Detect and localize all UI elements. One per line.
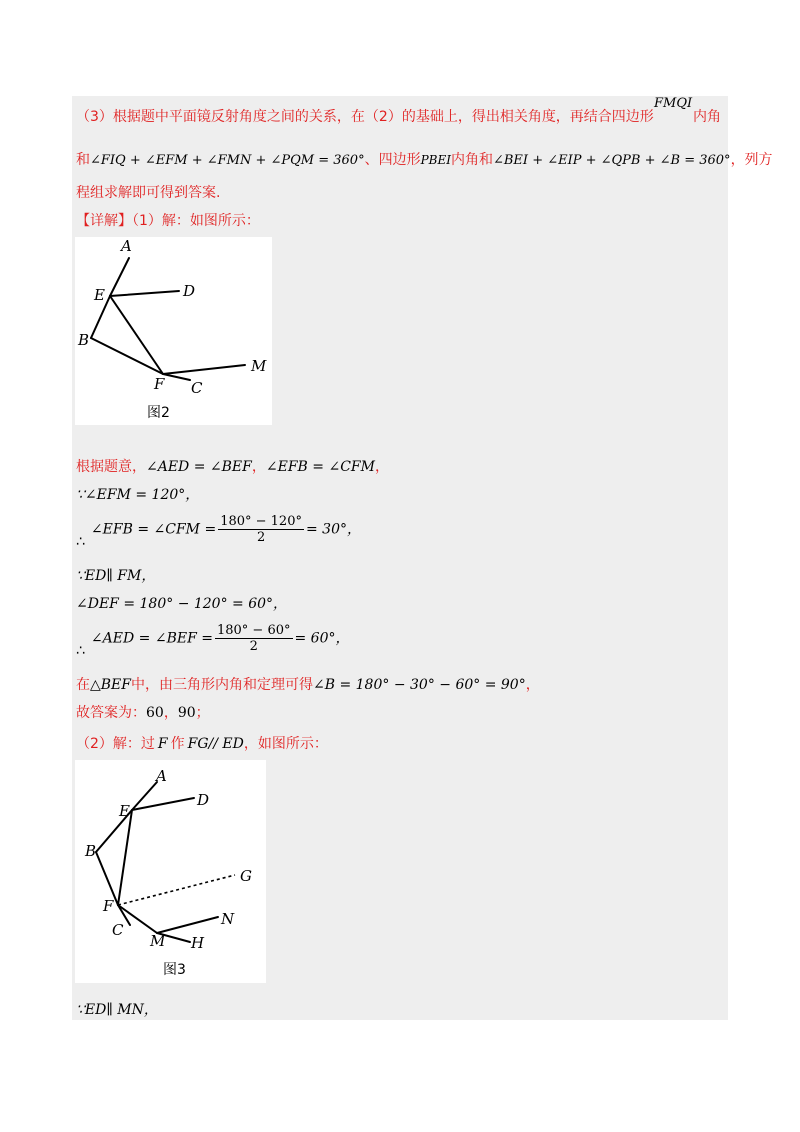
- solution-line-3: [76, 514, 361, 550]
- equation-lhs: ∠EFB = ∠CFM =: [90, 521, 217, 538]
- solution-line-1: [76, 457, 389, 477]
- quad-label-pbei: PBEI: [420, 153, 451, 167]
- fraction-denominator: 2: [256, 530, 266, 545]
- equation-aed-bef: ∠AED = ∠BEF: [146, 459, 252, 475]
- point-label-d: D: [183, 282, 196, 300]
- solution-text: ，: [374, 459, 389, 475]
- point-label-b: B: [85, 842, 97, 860]
- segment-fm: [118, 905, 157, 933]
- point-label-a: A: [121, 237, 132, 255]
- quad-label-fmqi: FMQI: [654, 96, 693, 111]
- segment-ef: [110, 296, 163, 374]
- solution-line-2: ∵∠EFM = 120°，: [76, 487, 200, 503]
- figure-2-caption: 图2: [147, 405, 170, 421]
- answer-value-1: 60: [146, 705, 164, 721]
- point-label-c: C: [191, 379, 203, 397]
- solution-text: 在: [76, 677, 90, 693]
- equation-lhs: ∠AED = ∠BEF =: [90, 630, 213, 647]
- figure-2: [75, 237, 272, 425]
- fraction-numerator: 180° − 120°: [220, 514, 302, 529]
- figure-3: [75, 760, 266, 983]
- point-label-d: D: [197, 791, 210, 809]
- hint-text: 、四边形: [364, 152, 421, 168]
- hint-text: ，列方: [730, 152, 773, 168]
- part2-intro: [76, 734, 328, 754]
- point-label-e: E: [94, 286, 105, 304]
- point-label-e: E: [119, 802, 130, 820]
- hint-line-3: 程组求解即可得到答案.: [76, 185, 221, 201]
- therefore-symbol: ∴: [76, 642, 85, 659]
- angle-sum-equation-2: ∠BEI + ∠EIP + ∠QPB + ∠B = 360°: [492, 153, 731, 168]
- fraction-numerator: 180° − 60°: [216, 623, 291, 638]
- point-label-h: H: [191, 934, 205, 952]
- solution-text: ，: [163, 705, 178, 721]
- equation-rhs: = 30°，: [305, 521, 361, 538]
- hint-text: （3）根据题中平面镜反射角度之间的关系，在（2）的基础上，得出相关角度，再结合四边形: [76, 109, 654, 125]
- fraction-30: [218, 514, 304, 545]
- solution-text: ，: [525, 677, 540, 693]
- figure-2-diagram: [75, 237, 272, 425]
- figure-3-caption: 图3: [163, 962, 186, 978]
- segment-fg-dashed: [118, 875, 235, 905]
- detail-label: 【详解】: [76, 213, 132, 229]
- point-label-b: B: [78, 331, 90, 349]
- solution-line-4: ∵ED∥ FM，: [76, 568, 156, 584]
- segment-fm: [163, 365, 245, 374]
- point-label-n: N: [221, 910, 235, 928]
- solution-text: ，: [251, 459, 266, 475]
- part2-text: （2）解：过: [76, 736, 155, 752]
- point-label-m: M: [150, 932, 166, 950]
- hint-line-2: [76, 150, 773, 171]
- equation-efb-cfm: ∠EFB = ∠CFM: [265, 459, 375, 475]
- point-label-f: F: [103, 897, 114, 915]
- parallel-line-fg-ed: FG// ED: [187, 736, 244, 752]
- angle-sum-equation-1: ∠FIQ + ∠EFM + ∠FMN + ∠PQM = 360°: [90, 153, 365, 168]
- solution-text: ；: [195, 705, 210, 721]
- segment-mn: [157, 917, 218, 933]
- therefore-symbol: ∴: [76, 533, 85, 550]
- segment-fc: [163, 374, 190, 380]
- point-label-a: A: [156, 767, 167, 785]
- segment-ea: [110, 258, 129, 296]
- solution-text: 根据题意，: [76, 459, 146, 475]
- part1-intro: （1）解：如图所示：: [132, 213, 260, 229]
- segment-ed: [110, 291, 179, 296]
- fraction-60: [215, 623, 293, 654]
- point-label-f: F: [154, 375, 165, 393]
- hint-text: 和: [76, 152, 90, 168]
- point-label-m: M: [251, 357, 267, 375]
- part2-text: 作: [170, 736, 185, 752]
- answer-value-2: 90: [177, 705, 196, 721]
- point-f: F: [157, 736, 168, 752]
- hint-text: 内角和: [450, 152, 493, 168]
- solution-line-5: ∠DEF = 180° − 120° = 60°，: [76, 596, 288, 612]
- point-label-g: G: [240, 867, 252, 885]
- part2-text: ，如图所示：: [243, 736, 328, 752]
- hint-line-1: [76, 107, 654, 127]
- solution-line-6: [76, 623, 350, 659]
- segment-bf: [91, 338, 163, 374]
- equation-angle-b: ∠B = 180° − 30° − 60° = 90°: [313, 677, 526, 693]
- answer-label: 故答案为：: [76, 705, 146, 721]
- detail-heading: [76, 211, 260, 231]
- point-label-c: C: [112, 921, 124, 939]
- last-line: ∵ED∥ MN，: [76, 1002, 158, 1018]
- equation-rhs: = 60°，: [294, 630, 350, 647]
- solution-line-8: [76, 703, 210, 723]
- solution-text: 中，由三角形内角和定理可得: [131, 677, 313, 693]
- hint-line-1-end: 内角: [693, 109, 721, 125]
- figure-3-diagram: [75, 760, 266, 983]
- triangle-bef: △BEF: [90, 677, 131, 693]
- solution-line-7: [76, 675, 540, 695]
- fraction-denominator: 2: [249, 639, 258, 654]
